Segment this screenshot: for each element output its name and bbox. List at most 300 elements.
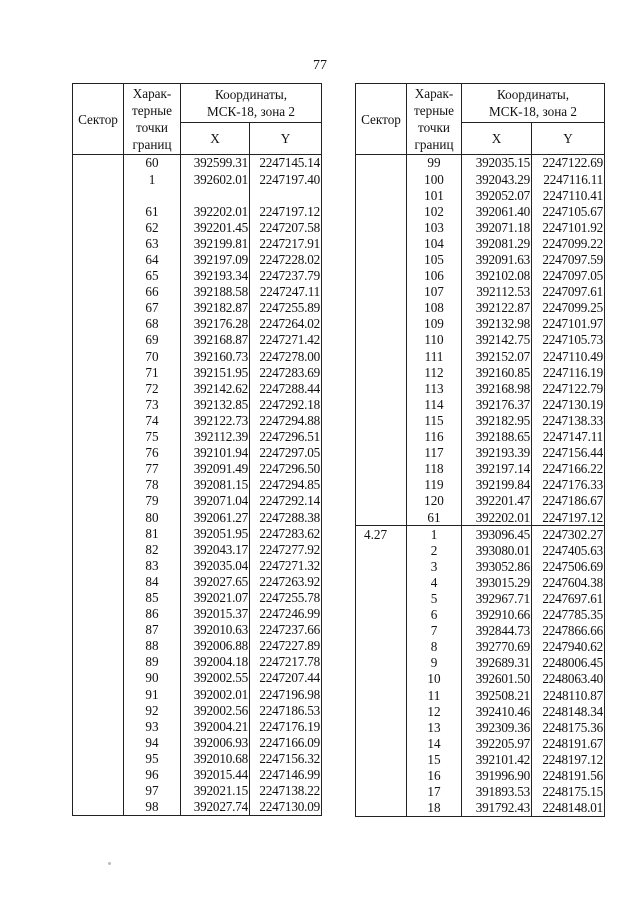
y-coordinate-cell: 2247097.05 — [532, 268, 605, 284]
table-row — [356, 252, 605, 268]
table-row — [356, 784, 605, 800]
y-coordinate-cell: 2247196.98 — [250, 686, 322, 702]
point-cell: 114 — [407, 396, 462, 412]
y-coordinate-cell: 2247166.09 — [250, 734, 322, 750]
y-coordinate-cell — [250, 187, 322, 203]
y-coordinate-cell: 2247292.14 — [250, 493, 322, 509]
point-cell — [124, 187, 181, 203]
x-coordinate-cell: 392202.01 — [462, 509, 532, 526]
y-coordinate-cell: 2247237.66 — [250, 622, 322, 638]
y-coordinate-cell: 2247277.92 — [250, 541, 322, 557]
point-cell: 73 — [124, 396, 181, 412]
sector-cell — [73, 654, 124, 670]
y-coordinate-cell: 2247207.44 — [250, 670, 322, 686]
x-coordinate-cell: 392188.65 — [462, 429, 532, 445]
point-cell: 120 — [407, 493, 462, 509]
sector-cell — [356, 155, 407, 172]
coordinates-table-right — [355, 83, 605, 817]
table-row — [73, 767, 322, 783]
table-row — [73, 203, 322, 219]
x-coordinate-cell: 392122.87 — [462, 300, 532, 316]
point-cell: 94 — [124, 734, 181, 750]
x-coordinate-cell: 392101.94 — [181, 445, 250, 461]
sector-cell — [73, 461, 124, 477]
y-coordinate-cell: 2247116.11 — [532, 171, 605, 187]
y-coordinate-cell: 2248148.01 — [532, 800, 605, 817]
x-coordinate-cell — [181, 187, 250, 203]
point-cell: 107 — [407, 284, 462, 300]
sector-cell — [356, 607, 407, 623]
header-coordinates — [462, 84, 605, 123]
x-coordinate-cell: 392027.74 — [181, 799, 250, 816]
sector-cell — [356, 332, 407, 348]
x-coordinate-cell: 393015.29 — [462, 574, 532, 590]
point-cell: 80 — [124, 509, 181, 525]
x-coordinate-cell: 392081.29 — [462, 235, 532, 251]
point-cell: 116 — [407, 429, 462, 445]
point-cell: 67 — [124, 300, 181, 316]
y-coordinate-cell: 2247146.99 — [250, 767, 322, 783]
point-cell: 90 — [124, 670, 181, 686]
point-cell: 84 — [124, 573, 181, 589]
x-coordinate-cell: 392035.04 — [181, 557, 250, 573]
y-coordinate-cell: 2248197.12 — [532, 751, 605, 767]
y-coordinate-cell: 2247283.62 — [250, 525, 322, 541]
table-row — [356, 800, 605, 817]
x-coordinate-cell: 392599.31 — [181, 155, 250, 172]
x-coordinate-cell: 392071.18 — [462, 219, 532, 235]
table-row — [73, 252, 322, 268]
sector-cell — [356, 380, 407, 396]
y-coordinate-cell: 2247197.40 — [250, 171, 322, 187]
table-row — [356, 574, 605, 590]
y-coordinate-cell: 2247785.35 — [532, 607, 605, 623]
x-coordinate-cell: 392202.01 — [181, 203, 250, 219]
x-coordinate-cell: 392508.21 — [462, 687, 532, 703]
sector-cell — [356, 284, 407, 300]
x-coordinate-cell: 392061.27 — [181, 509, 250, 525]
point-cell: 96 — [124, 767, 181, 783]
table-row — [356, 526, 605, 543]
sector-cell — [73, 525, 124, 541]
x-coordinate-cell: 392102.08 — [462, 268, 532, 284]
table-row — [73, 316, 322, 332]
point-cell: 61 — [407, 509, 462, 526]
sector-cell — [356, 509, 407, 526]
point-cell: 11 — [407, 687, 462, 703]
table-row — [356, 155, 605, 172]
y-coordinate-cell: 2247105.73 — [532, 332, 605, 348]
sector-cell — [73, 477, 124, 493]
page-number: 77 — [313, 58, 327, 73]
table-row — [356, 268, 605, 284]
point-cell: 92 — [124, 702, 181, 718]
x-coordinate-cell: 392035.15 — [462, 155, 532, 172]
header-points-line2: терные — [414, 103, 454, 118]
sector-cell — [356, 591, 407, 607]
table-row — [356, 493, 605, 509]
y-coordinate-cell: 2247099.25 — [532, 300, 605, 316]
sector-cell — [73, 670, 124, 686]
table-row — [73, 702, 322, 718]
sector-cell — [73, 284, 124, 300]
y-coordinate-cell: 2247138.33 — [532, 413, 605, 429]
point-cell: 70 — [124, 348, 181, 364]
point-cell: 105 — [407, 252, 462, 268]
point-cell: 16 — [407, 768, 462, 784]
point-cell: 118 — [407, 461, 462, 477]
sector-cell — [73, 155, 124, 172]
point-cell: 13 — [407, 719, 462, 735]
scan-speck — [108, 862, 111, 865]
header-points-line3: точки — [418, 120, 450, 135]
point-cell: 5 — [407, 591, 462, 607]
y-coordinate-cell: 2247110.41 — [532, 187, 605, 203]
point-cell: 18 — [407, 800, 462, 817]
y-coordinate-cell: 2247130.19 — [532, 396, 605, 412]
y-coordinate-cell: 2248148.34 — [532, 703, 605, 719]
x-coordinate-cell: 392006.88 — [181, 638, 250, 654]
sector-cell — [356, 800, 407, 817]
table-row — [73, 284, 322, 300]
x-coordinate-cell: 392122.73 — [181, 413, 250, 429]
table-row — [356, 542, 605, 558]
sector-cell — [73, 493, 124, 509]
y-coordinate-cell: 2248110.87 — [532, 687, 605, 703]
x-coordinate-cell: 392197.14 — [462, 461, 532, 477]
sector-cell — [73, 429, 124, 445]
table-row — [356, 671, 605, 687]
y-coordinate-cell: 2248191.56 — [532, 768, 605, 784]
x-coordinate-cell: 392770.69 — [462, 639, 532, 655]
table-row — [356, 203, 605, 219]
table-row — [73, 235, 322, 251]
header-points — [407, 84, 462, 155]
sector-cell — [73, 413, 124, 429]
y-coordinate-cell: 2247604.38 — [532, 574, 605, 590]
x-coordinate-cell: 392199.84 — [462, 477, 532, 493]
table-row — [356, 413, 605, 429]
y-coordinate-cell: 2247227.89 — [250, 638, 322, 654]
sector-cell — [73, 171, 124, 187]
table-row — [73, 396, 322, 412]
sector-cell — [73, 573, 124, 589]
point-cell: 8 — [407, 639, 462, 655]
y-coordinate-cell: 2247186.53 — [250, 702, 322, 718]
table-row — [73, 590, 322, 606]
x-coordinate-cell: 393080.01 — [462, 542, 532, 558]
point-cell: 104 — [407, 235, 462, 251]
sector-cell — [73, 268, 124, 284]
sector-cell — [73, 219, 124, 235]
sector-cell — [356, 477, 407, 493]
x-coordinate-cell: 392006.93 — [181, 734, 250, 750]
table-row — [73, 429, 322, 445]
table-row — [73, 268, 322, 284]
x-coordinate-cell: 392151.95 — [181, 364, 250, 380]
point-cell: 1 — [124, 171, 181, 187]
right-table-body — [356, 155, 605, 817]
table-row — [73, 654, 322, 670]
sector-cell — [356, 396, 407, 412]
y-coordinate-cell: 2248175.36 — [532, 719, 605, 735]
x-coordinate-cell: 392910.66 — [462, 607, 532, 623]
y-coordinate-cell: 2247228.02 — [250, 252, 322, 268]
sector-cell — [356, 187, 407, 203]
sector-cell — [73, 557, 124, 573]
header-coords-line1: Координаты, — [496, 87, 569, 102]
sector-cell — [73, 783, 124, 799]
table-row — [73, 300, 322, 316]
table-row — [356, 477, 605, 493]
table-row — [73, 541, 322, 557]
y-coordinate-cell: 2248175.15 — [532, 784, 605, 800]
y-coordinate-cell: 2247264.02 — [250, 316, 322, 332]
point-cell: 7 — [407, 623, 462, 639]
sector-cell — [73, 445, 124, 461]
x-coordinate-cell: 392182.87 — [181, 300, 250, 316]
table-row — [73, 445, 322, 461]
header-points-line4: границ — [414, 137, 454, 152]
sector-cell — [356, 655, 407, 671]
y-coordinate-cell: 2247697.61 — [532, 591, 605, 607]
sector-cell — [73, 316, 124, 332]
sector-cell — [73, 187, 124, 203]
y-coordinate-cell: 2247130.09 — [250, 799, 322, 816]
point-cell: 88 — [124, 638, 181, 654]
y-coordinate-cell: 2247296.51 — [250, 429, 322, 445]
y-coordinate-cell: 2247255.89 — [250, 300, 322, 316]
sector-cell — [73, 252, 124, 268]
x-coordinate-cell: 392081.15 — [181, 477, 250, 493]
point-cell: 86 — [124, 606, 181, 622]
point-cell: 10 — [407, 671, 462, 687]
x-coordinate-cell: 392197.09 — [181, 252, 250, 268]
sector-cell — [73, 509, 124, 525]
point-cell: 112 — [407, 364, 462, 380]
table-row — [73, 750, 322, 766]
y-coordinate-cell: 2247101.92 — [532, 219, 605, 235]
header-points-line1: Харак- — [132, 86, 172, 101]
x-coordinate-cell: 392142.75 — [462, 332, 532, 348]
sector-cell — [356, 574, 407, 590]
point-cell: 95 — [124, 750, 181, 766]
x-coordinate-cell: 392112.53 — [462, 284, 532, 300]
y-coordinate-cell: 2247207.58 — [250, 219, 322, 235]
point-cell: 62 — [124, 219, 181, 235]
sector-cell — [356, 445, 407, 461]
point-cell: 6 — [407, 607, 462, 623]
table-row — [356, 219, 605, 235]
header-y: Y — [532, 123, 605, 155]
x-coordinate-cell: 392142.62 — [181, 380, 250, 396]
x-coordinate-cell: 392176.37 — [462, 396, 532, 412]
header-points-line4: границ — [132, 137, 172, 152]
point-cell: 69 — [124, 332, 181, 348]
sector-cell — [356, 623, 407, 639]
y-coordinate-cell: 2247186.67 — [532, 493, 605, 509]
y-coordinate-cell: 2247122.79 — [532, 380, 605, 396]
point-cell: 4 — [407, 574, 462, 590]
point-cell: 75 — [124, 429, 181, 445]
point-cell: 64 — [124, 252, 181, 268]
y-coordinate-cell: 2247294.85 — [250, 477, 322, 493]
point-cell: 101 — [407, 187, 462, 203]
y-coordinate-cell: 2247506.69 — [532, 558, 605, 574]
y-coordinate-cell: 2247156.44 — [532, 445, 605, 461]
table-row — [73, 686, 322, 702]
sector-cell — [356, 413, 407, 429]
sector-cell — [356, 639, 407, 655]
sector-cell — [73, 348, 124, 364]
x-coordinate-cell: 392160.73 — [181, 348, 250, 364]
table-row — [356, 751, 605, 767]
table-row — [356, 703, 605, 719]
point-cell: 63 — [124, 235, 181, 251]
sector-cell — [73, 799, 124, 816]
header-points-line3: точки — [136, 120, 168, 135]
y-coordinate-cell: 2247138.22 — [250, 783, 322, 799]
coordinates-table-left — [72, 83, 322, 816]
y-coordinate-cell: 2247197.12 — [250, 203, 322, 219]
sector-cell — [356, 735, 407, 751]
y-coordinate-cell: 2247156.32 — [250, 750, 322, 766]
table-row — [356, 719, 605, 735]
point-cell: 66 — [124, 284, 181, 300]
x-coordinate-cell: 392052.07 — [462, 187, 532, 203]
sector-cell — [356, 268, 407, 284]
sector-cell — [73, 606, 124, 622]
sector-cell — [73, 590, 124, 606]
point-cell: 77 — [124, 461, 181, 477]
x-coordinate-cell: 392091.49 — [181, 461, 250, 477]
y-coordinate-cell: 2247217.91 — [250, 235, 322, 251]
x-coordinate-cell: 392193.34 — [181, 268, 250, 284]
header-sector: Сектор — [73, 84, 124, 155]
table-row — [73, 219, 322, 235]
point-cell: 99 — [407, 155, 462, 172]
y-coordinate-cell: 2247166.22 — [532, 461, 605, 477]
table-row — [73, 573, 322, 589]
table-row — [356, 380, 605, 396]
x-coordinate-cell: 392132.98 — [462, 316, 532, 332]
sector-cell — [356, 461, 407, 477]
y-coordinate-cell: 2247176.33 — [532, 477, 605, 493]
table-row — [73, 413, 322, 429]
x-coordinate-cell: 392410.46 — [462, 703, 532, 719]
sector-cell — [356, 671, 407, 687]
x-coordinate-cell: 392027.65 — [181, 573, 250, 589]
y-coordinate-cell: 2247294.88 — [250, 413, 322, 429]
sector-cell — [73, 396, 124, 412]
y-coordinate-cell: 2247283.69 — [250, 364, 322, 380]
table-row — [73, 799, 322, 816]
sector-cell — [73, 380, 124, 396]
x-coordinate-cell: 392061.40 — [462, 203, 532, 219]
y-coordinate-cell: 2248063.40 — [532, 671, 605, 687]
x-coordinate-cell: 392201.47 — [462, 493, 532, 509]
table-row — [356, 235, 605, 251]
x-coordinate-cell: 392199.81 — [181, 235, 250, 251]
header-coordinates — [181, 84, 322, 123]
header-x: X — [181, 123, 250, 155]
point-cell: 89 — [124, 654, 181, 670]
x-coordinate-cell: 391792.43 — [462, 800, 532, 817]
point-cell: 115 — [407, 413, 462, 429]
table-row — [356, 187, 605, 203]
table-row — [73, 364, 322, 380]
table-row — [356, 623, 605, 639]
y-coordinate-cell: 2247197.12 — [532, 509, 605, 526]
x-coordinate-cell: 392132.85 — [181, 396, 250, 412]
sector-cell — [73, 718, 124, 734]
x-coordinate-cell: 392004.18 — [181, 654, 250, 670]
x-coordinate-cell: 392043.29 — [462, 171, 532, 187]
point-cell: 106 — [407, 268, 462, 284]
x-coordinate-cell: 392002.55 — [181, 670, 250, 686]
x-coordinate-cell: 392967.71 — [462, 591, 532, 607]
table-row — [356, 171, 605, 187]
point-cell: 93 — [124, 718, 181, 734]
sector-cell — [73, 235, 124, 251]
table-row — [356, 687, 605, 703]
y-coordinate-cell: 2247255.78 — [250, 590, 322, 606]
x-coordinate-cell: 392601.50 — [462, 671, 532, 687]
y-coordinate-cell: 2247110.49 — [532, 348, 605, 364]
x-coordinate-cell: 392205.97 — [462, 735, 532, 751]
table-row — [73, 622, 322, 638]
y-coordinate-cell: 2247297.05 — [250, 445, 322, 461]
table-row — [73, 670, 322, 686]
sector-cell — [73, 541, 124, 557]
point-cell: 98 — [124, 799, 181, 816]
sector-cell — [73, 622, 124, 638]
table-row — [73, 187, 322, 203]
sector-cell — [356, 687, 407, 703]
y-coordinate-cell: 2247302.27 — [532, 526, 605, 543]
y-coordinate-cell: 2247097.61 — [532, 284, 605, 300]
y-coordinate-cell: 2247278.00 — [250, 348, 322, 364]
table-row — [356, 300, 605, 316]
x-coordinate-cell: 392689.31 — [462, 655, 532, 671]
header-coords-line2: МСК-18, зона 2 — [206, 104, 296, 119]
y-coordinate-cell: 2247296.50 — [250, 461, 322, 477]
point-cell: 113 — [407, 380, 462, 396]
x-coordinate-cell: 392176.28 — [181, 316, 250, 332]
point-cell: 74 — [124, 413, 181, 429]
header-coords-line2: МСК-18, зона 2 — [488, 104, 578, 119]
table-row — [356, 445, 605, 461]
point-cell: 109 — [407, 316, 462, 332]
point-cell: 78 — [124, 477, 181, 493]
point-cell: 97 — [124, 783, 181, 799]
sector-cell — [356, 542, 407, 558]
y-coordinate-cell: 2247288.38 — [250, 509, 322, 525]
y-coordinate-cell: 2247097.59 — [532, 252, 605, 268]
x-coordinate-cell: 392168.87 — [181, 332, 250, 348]
header-points-line1: Харак- — [414, 86, 454, 101]
sector-cell — [356, 719, 407, 735]
x-coordinate-cell: 392010.68 — [181, 750, 250, 766]
x-coordinate-cell: 392309.36 — [462, 719, 532, 735]
point-cell: 111 — [407, 348, 462, 364]
point-cell: 14 — [407, 735, 462, 751]
y-coordinate-cell: 2247116.19 — [532, 364, 605, 380]
table-row — [73, 718, 322, 734]
point-cell: 102 — [407, 203, 462, 219]
point-cell: 3 — [407, 558, 462, 574]
y-coordinate-cell: 2247122.69 — [532, 155, 605, 172]
